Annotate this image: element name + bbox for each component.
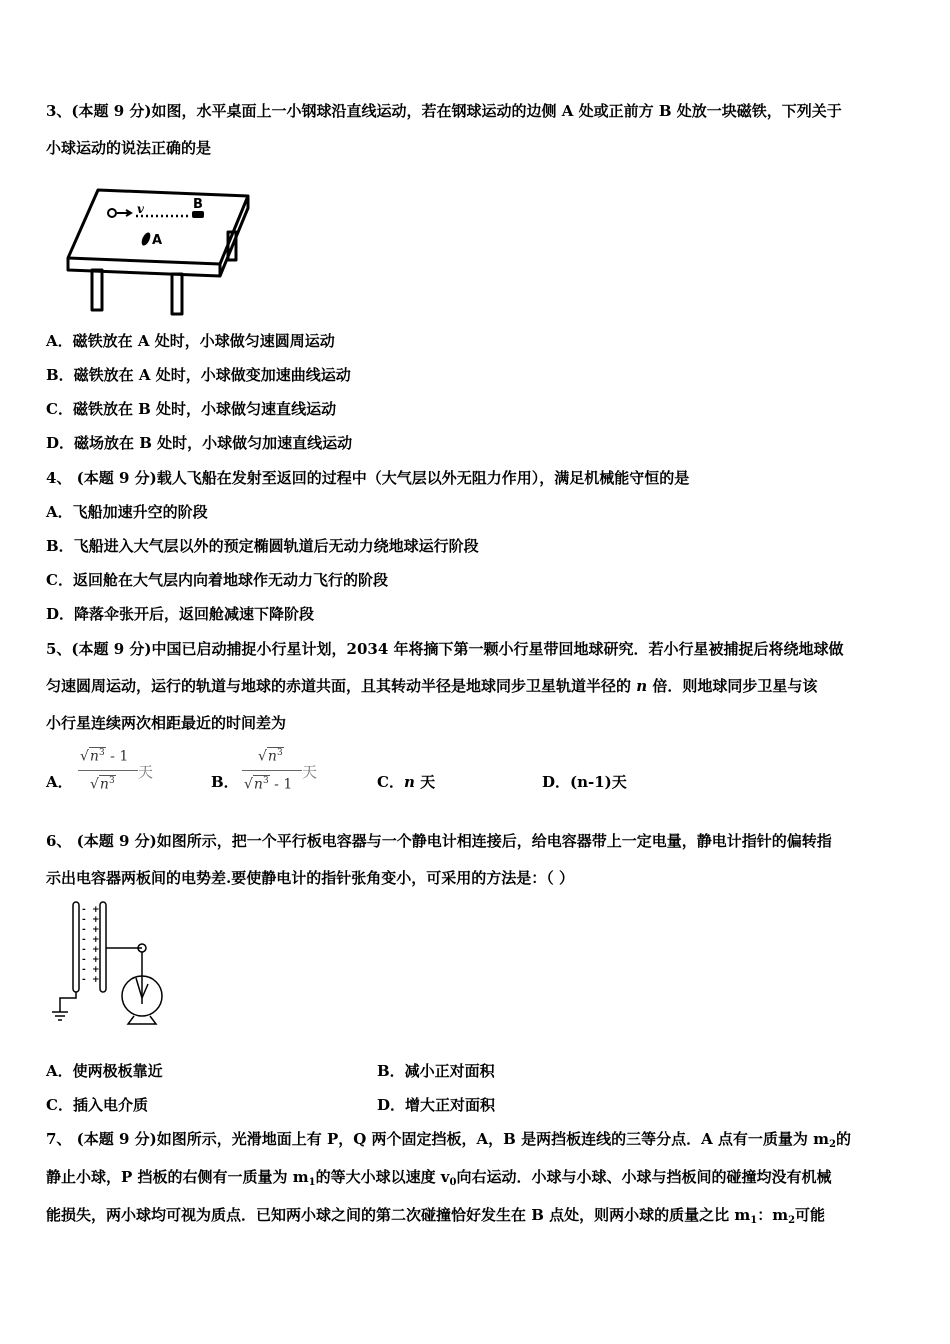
q4-option-d: D．降落伞张开后，返回舱减速下降阶段 xyxy=(46,605,315,623)
q5-stem-line-2: 匀速圆周运动，运行的轨道与地球的赤道共面，且其转动半径是地球同步卫星轨道半径的 n 倍．则地球同步卫星与该 xyxy=(46,677,818,695)
q3-option-b: B．磁铁放在 A 处时，小球做变加速曲线运动 xyxy=(46,366,351,384)
svg-text:-: - xyxy=(82,905,86,915)
q3-option-c: C．磁铁放在 B 处时，小球做匀速直线运动 xyxy=(46,400,337,418)
q6-capacitor-electrometer-figure xyxy=(48,898,178,1033)
q6-option-c: C．插入电介质 xyxy=(46,1096,148,1114)
svg-text:+: + xyxy=(92,935,100,945)
svg-text:-: - xyxy=(82,975,86,985)
svg-text:+: + xyxy=(92,965,100,975)
q3-label-b: B xyxy=(193,197,203,212)
q5-stem-line-1: 5、(本题 9 分)中国已启动捕捉小行星计划，2034 年将摘下第一颗小行星带回地球研究．若小行星被捕捉后将绕地球做 xyxy=(46,640,844,658)
q5-option-a-formula: $√n^3 - 1$ $√n^3$ 天 xyxy=(80,748,154,793)
q5-option-b-label: B． xyxy=(211,773,239,791)
svg-text:+: + xyxy=(92,955,100,965)
q4-option-b: B．飞船进入大气层以外的预定椭圆轨道后无动力绕地球运行阶段 xyxy=(46,537,479,555)
svg-text:+: + xyxy=(92,945,100,955)
svg-text:+: + xyxy=(92,975,100,985)
svg-text:-: - xyxy=(82,935,86,945)
svg-text:-: - xyxy=(82,965,86,975)
svg-text:+: + xyxy=(92,925,100,935)
svg-text:+: + xyxy=(92,915,100,925)
q3-option-d: D．磁场放在 B 处时，小球做匀加速直线运动 xyxy=(46,434,353,452)
q7-stem-line-1: 7、 (本题 9 分)如图所示，光滑地面上有 P，Q 两个固定挡板，A，B 是两挡板连线的三等分点．A 点有一质量为 $m_2$的 xyxy=(46,1130,852,1150)
q7-stem-line-3: 能损失，两小球均可视为质点．已知两小球之间的第二次碰撞恰好发生在 B 点处，则两小球的质量之比 $m_1$：$m_2$可能 xyxy=(46,1206,826,1226)
svg-text:-: - xyxy=(82,925,86,935)
q3-velocity-label: v xyxy=(137,202,144,216)
svg-text:-: - xyxy=(82,955,86,965)
q3-magnet-a xyxy=(140,231,152,247)
q4-stem: 4、 (本题 9 分)载人飞船在发射至返回的过程中（大气层以外无阻力作用），满足机械能守恒的是 xyxy=(46,469,690,487)
q3-table-figure xyxy=(60,182,260,317)
q3-label-a: A xyxy=(152,233,163,248)
q6-stem-line-1: 6、 (本题 9 分)如图所示，把一个平行板电容器与一个静电计相连接后，给电容器带上一定电量，静电计指针的偏转指 xyxy=(46,832,832,850)
q5-option-d: D．(n-1)天 xyxy=(542,773,627,791)
q7-stem-line-2: 静止小球，P 挡板的右侧有一质量为 $m_1$的等大小球以速度 $v_0$向右运动．小球与小球、小球与挡板间的碰撞均没有机械 xyxy=(46,1168,832,1188)
q6-stem-line-2: 示出电容器两板间的电势差.要使静电计的指针张角变小，可采用的方法是：（ ） xyxy=(46,869,574,887)
q6-option-a: A．使两极板靠近 xyxy=(46,1062,163,1080)
q3-magnet-b xyxy=(192,211,204,218)
q3-option-a: A．磁铁放在 A 处时，小球做匀速圆周运动 xyxy=(46,332,335,350)
svg-text:-: - xyxy=(82,945,86,955)
q4-option-c: C．返回舱在大气层内向着地球作无动力飞行的阶段 xyxy=(46,571,388,589)
q5-stem-line-3: 小行星连续两次相距最近的时间差为 xyxy=(46,714,287,732)
q3-stem-line-2: 小球运动的说法正确的是 xyxy=(46,139,212,157)
q3-stem-line-1: 3、(本题 9 分)如图，水平桌面上一小钢球沿直线运动，若在钢球运动的边侧 A 处或正前方 B 处放一块磁铁，下列关于 xyxy=(46,102,842,120)
q6-option-d: D．增大正对面积 xyxy=(377,1096,496,1114)
q4-option-a: A．飞船加速升空的阶段 xyxy=(46,503,208,521)
q5-option-c: C．n 天 xyxy=(377,773,436,791)
q5-option-b-formula: $√n^3$ $√n^3 - 1$ 天 xyxy=(244,748,318,793)
q5-option-a-label: A． xyxy=(46,773,73,791)
svg-text:+: + xyxy=(92,905,100,915)
svg-text:-: - xyxy=(82,915,86,925)
q6-option-b: B．减小正对面积 xyxy=(377,1062,495,1080)
